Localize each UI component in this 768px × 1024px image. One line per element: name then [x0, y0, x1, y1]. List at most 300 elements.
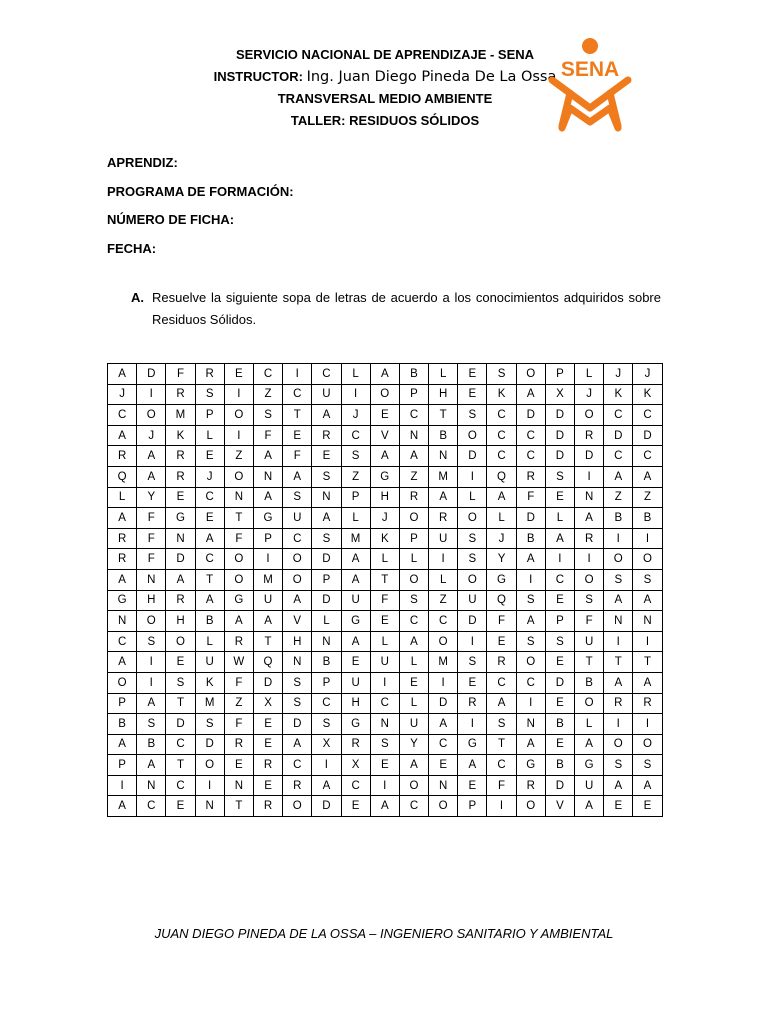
grid-cell: A	[108, 569, 137, 590]
grid-cell: A	[195, 590, 224, 611]
grid-cell: J	[370, 508, 399, 529]
grid-cell: I	[458, 631, 487, 652]
grid-cell: O	[224, 569, 253, 590]
grid-row	[108, 590, 663, 611]
grid-cell: C	[341, 775, 370, 796]
grid-cell: N	[429, 446, 458, 467]
grid-cell: S	[604, 569, 633, 590]
grid-cell: S	[137, 631, 166, 652]
grid-cell: L	[458, 487, 487, 508]
instructor-name: Ing. Juan Diego Pineda De La Ossa	[306, 69, 557, 85]
grid-cell: L	[575, 714, 604, 735]
grid-cell: F	[137, 528, 166, 549]
grid-cell: O	[633, 549, 662, 570]
grid-cell: D	[312, 590, 341, 611]
grid-cell: L	[195, 631, 224, 652]
grid-row	[108, 508, 663, 529]
grid-cell: C	[283, 755, 312, 776]
grid-cell: Z	[224, 693, 253, 714]
grid-cell: C	[312, 364, 341, 385]
grid-cell: U	[575, 775, 604, 796]
grid-cell: U	[575, 631, 604, 652]
grid-cell: Y	[487, 549, 516, 570]
grid-cell: T	[633, 652, 662, 673]
grid-cell: I	[224, 425, 253, 446]
grid-row	[108, 796, 663, 817]
grid-cell: A	[604, 672, 633, 693]
grid-cell: A	[633, 672, 662, 693]
grid-cell: L	[312, 611, 341, 632]
grid-cell: T	[370, 569, 399, 590]
instructor-label: INSTRUCTOR:	[213, 69, 303, 84]
grid-cell: C	[283, 384, 312, 405]
grid-cell: N	[224, 487, 253, 508]
instruction-item	[107, 287, 661, 331]
grid-cell: E	[458, 672, 487, 693]
grid-cell: O	[195, 755, 224, 776]
grid-cell: I	[137, 672, 166, 693]
grid-cell: U	[370, 652, 399, 673]
grid-cell: E	[429, 755, 458, 776]
grid-cell: R	[253, 796, 282, 817]
grid-cell: C	[487, 446, 516, 467]
grid-cell: O	[575, 693, 604, 714]
grid-cell: O	[633, 734, 662, 755]
grid-cell: F	[166, 364, 195, 385]
grid-cell: D	[516, 405, 545, 426]
grid-cell: I	[429, 549, 458, 570]
grid-cell: C	[399, 611, 428, 632]
grid-cell: D	[545, 672, 574, 693]
student-fields	[107, 152, 294, 266]
grid-cell: N	[166, 528, 195, 549]
grid-row	[108, 714, 663, 735]
grid-cell: S	[312, 528, 341, 549]
grid-cell: M	[341, 528, 370, 549]
grid-cell: I	[604, 631, 633, 652]
grid-cell: C	[487, 755, 516, 776]
grid-cell: O	[399, 508, 428, 529]
grid-cell: I	[516, 693, 545, 714]
grid-cell: N	[516, 714, 545, 735]
grid-cell: A	[341, 631, 370, 652]
grid-cell: B	[108, 714, 137, 735]
grid-cell: O	[516, 364, 545, 385]
grid-cell: A	[137, 755, 166, 776]
grid-cell: Q	[108, 466, 137, 487]
grid-cell: C	[195, 549, 224, 570]
grid-cell: A	[575, 734, 604, 755]
grid-cell: A	[633, 775, 662, 796]
grid-cell: F	[137, 549, 166, 570]
grid-cell: O	[108, 672, 137, 693]
grid-cell: N	[429, 775, 458, 796]
grid-cell: S	[633, 755, 662, 776]
grid-cell: C	[516, 446, 545, 467]
grid-cell: Y	[137, 487, 166, 508]
grid-cell: A	[253, 487, 282, 508]
grid-row	[108, 693, 663, 714]
grid-cell: I	[283, 364, 312, 385]
grid-cell: H	[283, 631, 312, 652]
grid-cell: A	[575, 508, 604, 529]
course-title: TRANSVERSAL MEDIO AMBIENTE	[277, 91, 493, 106]
grid-cell: E	[312, 446, 341, 467]
grid-cell: S	[458, 549, 487, 570]
grid-cell: I	[341, 384, 370, 405]
grid-cell: E	[458, 364, 487, 385]
grid-cell: S	[516, 590, 545, 611]
grid-cell: S	[604, 755, 633, 776]
grid-cell: G	[575, 755, 604, 776]
grid-cell: F	[224, 528, 253, 549]
grid-cell: U	[253, 590, 282, 611]
grid-cell: A	[545, 528, 574, 549]
grid-cell: E	[253, 714, 282, 735]
grid-row	[108, 734, 663, 755]
grid-cell: G	[166, 508, 195, 529]
grid-cell: D	[633, 425, 662, 446]
grid-cell: O	[458, 569, 487, 590]
grid-cell: A	[137, 466, 166, 487]
grid-cell: A	[429, 714, 458, 735]
grid-cell: L	[341, 508, 370, 529]
grid-row	[108, 652, 663, 673]
grid-cell: R	[458, 693, 487, 714]
grid-cell: C	[108, 631, 137, 652]
grid-cell: C	[137, 796, 166, 817]
grid-cell: J	[195, 466, 224, 487]
grid-cell: A	[399, 631, 428, 652]
grid-cell: A	[458, 755, 487, 776]
workshop-title: TALLER: RESIDUOS SÓLIDOS	[290, 113, 480, 128]
grid-cell: O	[399, 775, 428, 796]
grid-cell: I	[370, 672, 399, 693]
grid-cell: S	[487, 364, 516, 385]
grid-cell: I	[575, 466, 604, 487]
grid-cell: N	[137, 775, 166, 796]
grid-cell: H	[341, 693, 370, 714]
grid-cell: C	[604, 446, 633, 467]
grid-cell: K	[166, 425, 195, 446]
grid-cell: V	[283, 611, 312, 632]
grid-cell: B	[312, 652, 341, 673]
grid-cell: M	[195, 693, 224, 714]
grid-cell: K	[604, 384, 633, 405]
grid-cell: A	[108, 652, 137, 673]
grid-cell: L	[487, 508, 516, 529]
grid-cell: A	[312, 405, 341, 426]
grid-cell: S	[458, 652, 487, 673]
grid-cell: C	[487, 672, 516, 693]
grid-cell: V	[545, 796, 574, 817]
grid-cell: E	[253, 775, 282, 796]
grid-cell: P	[312, 672, 341, 693]
grid-cell: I	[633, 631, 662, 652]
grid-cell: V	[370, 425, 399, 446]
grid-cell: O	[429, 796, 458, 817]
field-programa: PROGRAMA DE FORMACIÓN:	[107, 183, 294, 199]
grid-cell: I	[633, 528, 662, 549]
grid-cell: O	[224, 405, 253, 426]
grid-cell: O	[283, 569, 312, 590]
grid-cell: E	[166, 796, 195, 817]
grid-cell: A	[487, 693, 516, 714]
grid-cell: D	[545, 405, 574, 426]
grid-cell: L	[399, 549, 428, 570]
grid-cell: F	[575, 611, 604, 632]
grid-cell: R	[224, 734, 253, 755]
grid-cell: L	[370, 549, 399, 570]
grid-cell: C	[545, 569, 574, 590]
grid-cell: O	[137, 611, 166, 632]
grid-cell: A	[516, 384, 545, 405]
grid-cell: D	[545, 425, 574, 446]
grid-cell: R	[195, 364, 224, 385]
grid-cell: A	[253, 446, 282, 467]
grid-cell: A	[604, 590, 633, 611]
grid-cell: F	[487, 611, 516, 632]
grid-cell: B	[545, 714, 574, 735]
grid-row	[108, 631, 663, 652]
footer-text: JUAN DIEGO PINEDA DE LA OSSA – INGENIERO SANITARIO Y AMBIENTAL	[154, 926, 614, 941]
grid-cell: D	[458, 446, 487, 467]
grid-cell: G	[487, 569, 516, 590]
grid-cell: S	[516, 631, 545, 652]
grid-cell: E	[633, 796, 662, 817]
grid-cell: J	[604, 364, 633, 385]
grid-cell: S	[312, 466, 341, 487]
grid-cell: U	[341, 672, 370, 693]
grid-cell: U	[195, 652, 224, 673]
grid-cell: C	[399, 405, 428, 426]
grid-cell: K	[195, 672, 224, 693]
grid-cell: D	[458, 611, 487, 632]
field-ficha: NÚMERO DE FICHA:	[107, 212, 235, 227]
grid-cell: A	[399, 755, 428, 776]
grid-cell: E	[458, 775, 487, 796]
grid-cell: S	[458, 528, 487, 549]
grid-cell: O	[137, 405, 166, 426]
grid-cell: A	[429, 487, 458, 508]
grid-cell: G	[341, 714, 370, 735]
grid-cell: O	[166, 631, 195, 652]
grid-cell: K	[370, 528, 399, 549]
grid-cell: N	[399, 425, 428, 446]
grid-cell: D	[312, 796, 341, 817]
grid-cell: E	[224, 755, 253, 776]
grid-cell: F	[516, 487, 545, 508]
grid-cell: L	[429, 364, 458, 385]
grid-cell: I	[195, 775, 224, 796]
grid-cell: A	[516, 734, 545, 755]
grid-cell: D	[429, 693, 458, 714]
grid-cell: B	[429, 425, 458, 446]
grid-cell: S	[370, 734, 399, 755]
grid-cell: T	[224, 796, 253, 817]
grid-cell: B	[137, 734, 166, 755]
grid-row	[108, 611, 663, 632]
grid-cell: A	[108, 425, 137, 446]
grid-cell: L	[429, 569, 458, 590]
grid-cell: R	[283, 775, 312, 796]
grid-cell: N	[137, 569, 166, 590]
grid-cell: E	[399, 672, 428, 693]
grid-cell: A	[224, 611, 253, 632]
grid-cell: E	[545, 487, 574, 508]
grid-cell: P	[341, 487, 370, 508]
grid-cell: R	[633, 693, 662, 714]
grid-cell: D	[253, 672, 282, 693]
grid-cell: E	[545, 693, 574, 714]
grid-cell: A	[108, 364, 137, 385]
grid-cell: T	[224, 508, 253, 529]
grid-cell: O	[399, 569, 428, 590]
grid-cell: G	[341, 611, 370, 632]
grid-cell: O	[224, 466, 253, 487]
grid-cell: R	[108, 528, 137, 549]
grid-cell: M	[429, 652, 458, 673]
grid-cell: P	[108, 693, 137, 714]
grid-cell: N	[224, 775, 253, 796]
grid-cell: T	[575, 652, 604, 673]
grid-cell: I	[429, 672, 458, 693]
grid-cell: Z	[429, 590, 458, 611]
grid-cell: B	[545, 755, 574, 776]
grid-cell: O	[516, 796, 545, 817]
grid-cell: E	[545, 734, 574, 755]
word-search-grid	[107, 363, 663, 817]
grid-cell: A	[283, 466, 312, 487]
grid-cell: S	[341, 446, 370, 467]
grid-cell: I	[487, 796, 516, 817]
grid-cell: L	[195, 425, 224, 446]
sena-logo	[540, 36, 640, 136]
grid-cell: I	[108, 775, 137, 796]
grid-cell: I	[253, 549, 282, 570]
grid-row	[108, 425, 663, 446]
grid-cell: A	[137, 446, 166, 467]
grid-cell: T	[166, 693, 195, 714]
grid-cell: D	[166, 714, 195, 735]
grid-cell: O	[283, 549, 312, 570]
grid-cell: R	[575, 528, 604, 549]
grid-row	[108, 364, 663, 385]
grid-cell: X	[545, 384, 574, 405]
grid-cell: N	[370, 714, 399, 735]
grid-cell: I	[604, 528, 633, 549]
grid-cell: D	[166, 549, 195, 570]
grid-cell: I	[516, 569, 545, 590]
grid-cell: S	[633, 569, 662, 590]
grid-cell: O	[458, 425, 487, 446]
grid-cell: S	[137, 714, 166, 735]
grid-cell: A	[370, 796, 399, 817]
field-aprendiz: APRENDIZ:	[107, 155, 178, 170]
grid-cell: I	[137, 384, 166, 405]
grid-cell: A	[137, 693, 166, 714]
grid-cell: A	[370, 446, 399, 467]
grid-cell: I	[604, 714, 633, 735]
grid-cell: N	[575, 487, 604, 508]
grid-cell: O	[604, 549, 633, 570]
grid-cell: A	[283, 734, 312, 755]
grid-cell: R	[253, 755, 282, 776]
grid-cell: F	[487, 775, 516, 796]
grid-cell: R	[224, 631, 253, 652]
grid-cell: C	[487, 425, 516, 446]
grid-cell: E	[253, 734, 282, 755]
grid-cell: D	[137, 364, 166, 385]
grid-cell: J	[575, 384, 604, 405]
grid-cell: O	[575, 569, 604, 590]
grid-cell: B	[575, 672, 604, 693]
grid-cell: L	[399, 652, 428, 673]
grid-cell: L	[575, 364, 604, 385]
grid-cell: A	[633, 466, 662, 487]
grid-cell: I	[312, 755, 341, 776]
grid-cell: I	[633, 714, 662, 735]
grid-cell: E	[166, 487, 195, 508]
grid-cell: E	[545, 590, 574, 611]
grid-cell: Z	[224, 446, 253, 467]
grid-cell: X	[312, 734, 341, 755]
grid-cell: J	[487, 528, 516, 549]
grid-cell: T	[604, 652, 633, 673]
grid-row	[108, 755, 663, 776]
grid-cell: J	[137, 425, 166, 446]
grid-cell: E	[370, 405, 399, 426]
grid-cell: B	[195, 611, 224, 632]
grid-cell: C	[487, 405, 516, 426]
grid-cell: R	[166, 590, 195, 611]
grid-cell: S	[283, 487, 312, 508]
grid-cell: I	[545, 549, 574, 570]
grid-row	[108, 405, 663, 426]
grid-cell: U	[312, 384, 341, 405]
grid-cell: Q	[253, 652, 282, 673]
grid-cell: B	[516, 528, 545, 549]
grid-cell: N	[312, 487, 341, 508]
grid-cell: A	[108, 734, 137, 755]
grid-cell: R	[429, 508, 458, 529]
grid-cell: O	[575, 405, 604, 426]
grid-cell: W	[224, 652, 253, 673]
grid-cell: L	[399, 693, 428, 714]
grid-cell: O	[604, 734, 633, 755]
grid-cell: T	[429, 405, 458, 426]
grid-cell: S	[253, 405, 282, 426]
grid-cell: S	[283, 672, 312, 693]
grid-cell: E	[341, 652, 370, 673]
grid-cell: C	[429, 611, 458, 632]
grid-cell: C	[516, 425, 545, 446]
grid-cell: N	[283, 652, 312, 673]
grid-cell: E	[604, 796, 633, 817]
grid-cell: P	[312, 569, 341, 590]
grid-cell: A	[487, 487, 516, 508]
grid-cell: Q	[487, 590, 516, 611]
grid-cell: E	[370, 755, 399, 776]
grid-cell: O	[516, 652, 545, 673]
grid-cell: P	[253, 528, 282, 549]
grid-cell: S	[399, 590, 428, 611]
grid-cell: D	[283, 714, 312, 735]
grid-cell: S	[312, 714, 341, 735]
grid-cell: P	[108, 755, 137, 776]
grid-cell: N	[108, 611, 137, 632]
grid-cell: P	[399, 384, 428, 405]
